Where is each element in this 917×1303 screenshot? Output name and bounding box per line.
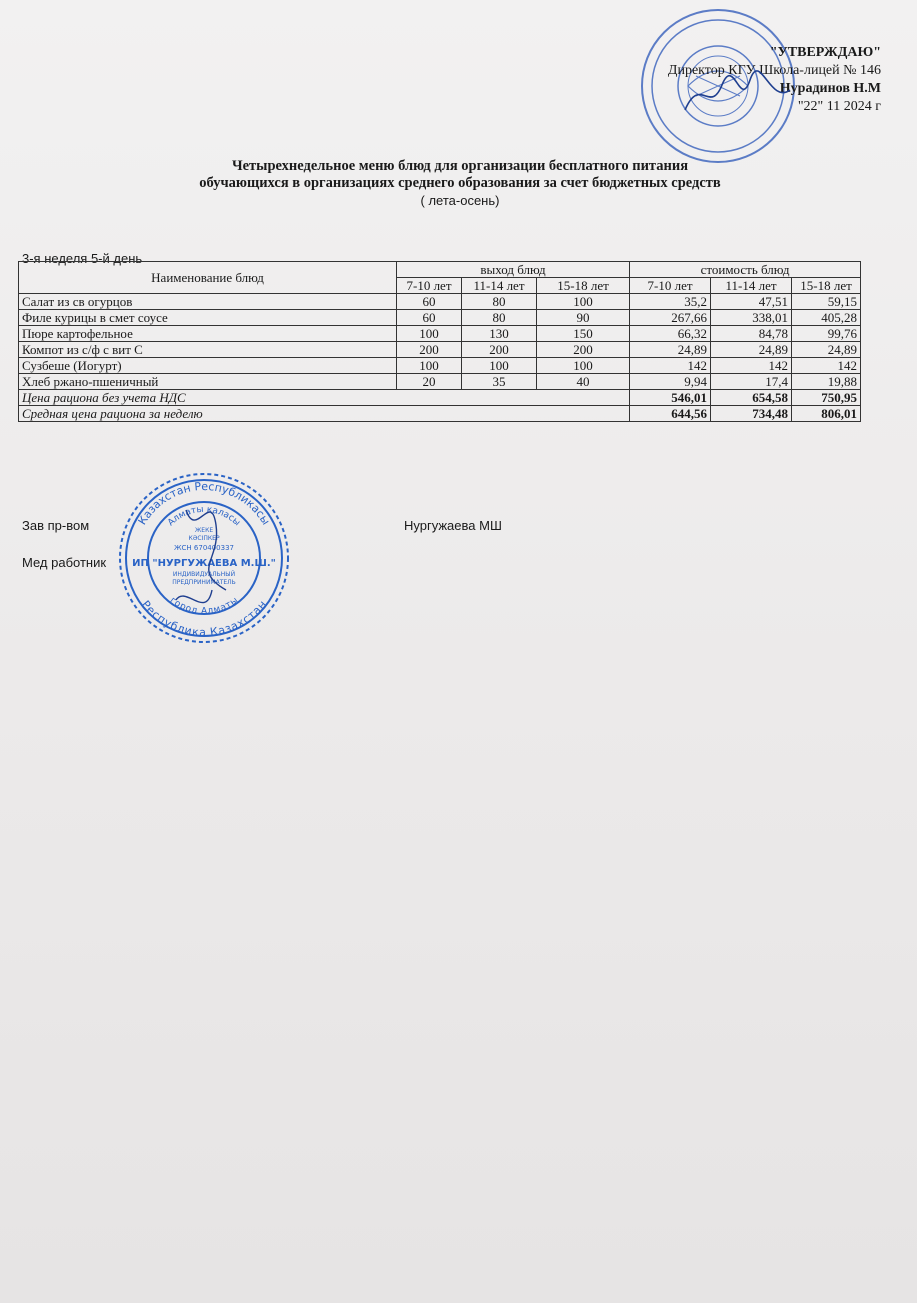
cost-value: 35,2 [630, 294, 711, 310]
seal-id: ЖСН 670400337 [174, 544, 234, 552]
header-cost-age-2: 11-14 лет [711, 278, 792, 294]
dish-name: Пюре картофельное [19, 326, 397, 342]
seal-outer-bottom: Республика Казахстан [138, 598, 270, 640]
title-line-2: обучающихся в организациях среднего образования за счет бюджетных средств [199, 175, 721, 191]
document-title [110, 158, 810, 209]
cost-value: 24,89 [792, 342, 861, 358]
total-value: 644,56 [630, 406, 711, 422]
seal-inner-bottom: город Алматы [167, 595, 241, 617]
cost-value: 142 [792, 358, 861, 374]
approval-person: Нурадинов Н.М [779, 81, 881, 96]
cost-value: 19,88 [792, 374, 861, 390]
table-row [19, 342, 861, 358]
output-value: 100 [397, 358, 462, 374]
cost-value: 47,51 [711, 294, 792, 310]
seal-sub-4: ПРЕДПРИНИМАТЕЛЬ [172, 579, 236, 586]
seal-sub-1: ЖЕКЕ [194, 527, 214, 534]
total-label: Цена рациона без учета НДС [19, 390, 630, 406]
approval-date: "22" 11 2024 г [797, 99, 881, 114]
output-value: 130 [462, 326, 537, 342]
svg-text:Казахстан Республикасы [136, 480, 273, 527]
total-value: 734,48 [711, 406, 792, 422]
output-value: 100 [397, 326, 462, 342]
total-value: 806,01 [792, 406, 861, 422]
signature-label-production: Зав пр-вом [22, 518, 90, 533]
cost-value: 9,94 [630, 374, 711, 390]
output-value: 200 [397, 342, 462, 358]
cost-value: 84,78 [711, 326, 792, 342]
dish-name: Салат из св огурцов [19, 294, 397, 310]
total-label: Средная цена рациона за неделю [19, 406, 630, 422]
svg-text:Республика Казахстан [138, 595, 270, 640]
header-cost-group: стоимость блюд [630, 262, 861, 278]
cost-value: 405,28 [792, 310, 861, 326]
output-value: 20 [397, 374, 462, 390]
table-row [19, 326, 861, 342]
output-value: 200 [537, 342, 630, 358]
output-value: 200 [462, 342, 537, 358]
ip-signature [176, 510, 226, 603]
dish-name: Филе курицы в смет соусе [19, 310, 397, 326]
header-dish-name: Наименование блюд [19, 262, 397, 294]
output-value: 80 [462, 310, 537, 326]
cost-value: 24,89 [630, 342, 711, 358]
dish-name: Хлеб ржано-пшеничный [19, 374, 397, 390]
header-output-age-1: 7-10 лет [397, 278, 462, 294]
total-value: 654,58 [711, 390, 792, 406]
output-value: 80 [462, 294, 537, 310]
total-value: 546,01 [630, 390, 711, 406]
cost-value: 338,01 [711, 310, 792, 326]
table-row [19, 358, 861, 374]
svg-text:город Алматы [168, 596, 240, 617]
title-line-1: Четырехнедельное меню блюд для организации бесплатного питания [231, 158, 689, 174]
signature-name-production: Нургужаева МШ [404, 518, 502, 533]
cost-value: 142 [630, 358, 711, 374]
table-row [19, 374, 861, 390]
output-value: 100 [537, 294, 630, 310]
table-row [19, 310, 861, 326]
total-row [19, 390, 861, 406]
cost-value: 17,4 [711, 374, 792, 390]
output-value: 35 [462, 374, 537, 390]
output-value: 60 [397, 294, 462, 310]
title-season: ( лета-осень) [420, 193, 500, 208]
output-value: 90 [537, 310, 630, 326]
seal-center-name: ИП "НУРГУЖАЕВА М.Ш." [132, 558, 276, 569]
seal-sub-3: ИНДИВИДУАЛЬНЫЙ [172, 571, 236, 578]
cost-value: 267,66 [630, 310, 711, 326]
header-output-age-2: 11-14 лет [462, 278, 537, 294]
cost-value: 66,32 [630, 326, 711, 342]
signature-label-medical: Мед работник [22, 555, 107, 570]
menu-table [18, 261, 861, 422]
dish-name: Компот из с/ф с вит С [19, 342, 397, 358]
output-value: 60 [397, 310, 462, 326]
director-signature [680, 70, 800, 120]
approval-heading: "УТВЕРЖДАЮ" [769, 45, 881, 60]
header-output-group: выход блюд [397, 262, 630, 278]
header-cost-age-3: 15-18 лет [792, 278, 861, 294]
table-row [19, 294, 861, 310]
output-value: 40 [537, 374, 630, 390]
cost-value: 59,15 [792, 294, 861, 310]
approval-position: Директор КГУ Школа-лицей № 146 [667, 63, 881, 78]
total-value: 750,95 [792, 390, 861, 406]
week-day-label: 3-я неделя 5-й день [22, 251, 143, 266]
header-cost-age-1: 7-10 лет [630, 278, 711, 294]
output-value: 150 [537, 326, 630, 342]
total-row [19, 406, 861, 422]
cost-value: 99,76 [792, 326, 861, 342]
seal-outer-top: Казахстан Республикасы [135, 479, 273, 528]
output-value: 100 [537, 358, 630, 374]
cost-value: 142 [711, 358, 792, 374]
ip-seal-stamp [116, 470, 292, 646]
header-output-age-3: 15-18 лет [537, 278, 630, 294]
dish-name: Сузбеше (Иогурт) [19, 358, 397, 374]
seal-inner-top: Алматы қаласы [166, 504, 242, 529]
output-value: 100 [462, 358, 537, 374]
seal-sub-2: КӘСІПКЕР [188, 535, 220, 542]
cost-value: 24,89 [711, 342, 792, 358]
